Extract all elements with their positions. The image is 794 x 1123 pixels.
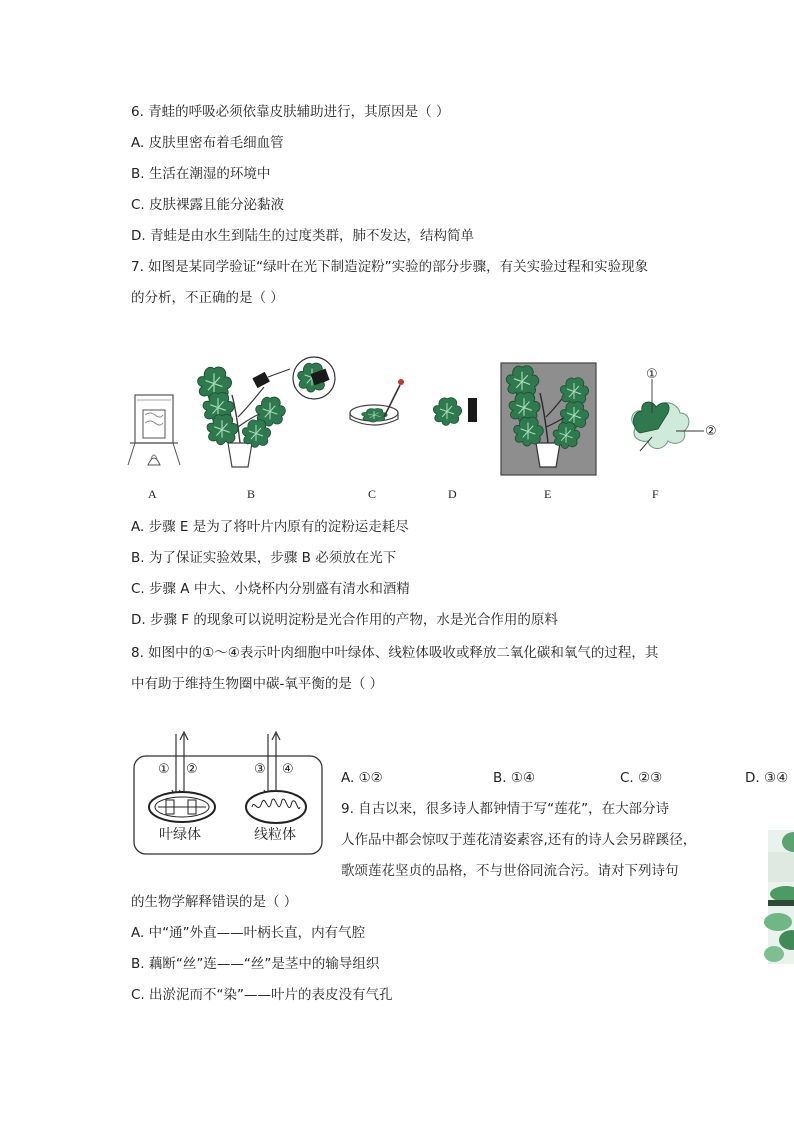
q7-callout-2: ② <box>705 424 717 439</box>
lotus-photo <box>768 830 794 964</box>
q7-callout-1: ① <box>646 367 658 382</box>
q7-option-a: A. 步骤 E 是为了将叶片内原有的淀粉运走耗尽 <box>131 519 409 535</box>
q7-stem-line2: 的分析，不正确的是（ ） <box>131 290 284 306</box>
q7-label-f: F <box>652 487 659 501</box>
step-d-leaf <box>433 398 477 426</box>
q8-arrow-label-4: ④ <box>282 762 294 777</box>
q7-label-d: D <box>448 487 457 501</box>
q8-option-b: B. ①④ <box>493 770 536 786</box>
q6-option-d: D. 青蛙是由水生到陆生的过度类群，肺不发达，结构简单 <box>131 228 474 244</box>
q8-label-mitochondrion: 线粒体 <box>254 827 296 843</box>
q7-stem-line1: 7. 如图是某同学验证“绿叶在光下制造淀粉”实验的部分步骤，有关实验过程和实验现象 <box>131 259 649 275</box>
q6-option-b: B. 生活在潮湿的环境中 <box>131 166 271 182</box>
q9-option-c: C. 出淤泥而不“染”——叶片的表皮没有气孔 <box>131 987 393 1003</box>
q6-option-a: A. 皮肤里密布着毛细血管 <box>131 135 284 151</box>
q9-stem-line2: 人作品中都会惊叹于莲花清姿素容,还有的诗人会另辟蹊径， <box>341 832 697 848</box>
q6-stem: 6. 青蛙的呼吸必须依靠皮肤辅助进行，其原因是（ ） <box>131 104 450 120</box>
q9-stem-line4: 的生物学解释错误的是（ ） <box>131 894 298 910</box>
q6-option-c: C. 皮肤裸露且能分泌黏液 <box>131 197 285 213</box>
q9-option-a: A. 中“通”外直——叶柄长直，内有气腔 <box>131 925 366 941</box>
q8-option-d: D. ③④ <box>745 770 789 786</box>
q9-option-b: B. 藕断“丝”连——“丝”是茎中的输导组织 <box>131 956 380 972</box>
q9-stem-line1: 9. 自古以来，很多诗人都钟情于写“莲花”，在大部分诗 <box>341 801 670 817</box>
q8-option-a: A. ①② <box>341 770 383 786</box>
q8-stem-line1: 8. 如图中的①～④表示叶肉细胞中叶绿体、线粒体吸收或释放二氧化碳和氧气的过程，其 <box>131 645 659 661</box>
q7-option-b: B. 为了保证实验效果，步骤 B 必须放在光下 <box>131 550 397 566</box>
q7-figure <box>0 355 794 515</box>
q8-option-c: C. ②③ <box>620 770 663 786</box>
step-c-petri-dish <box>350 379 404 425</box>
q8-stem-line2: 中有助于维持生物圈中碳-氧平衡的是（ ） <box>131 676 384 692</box>
q7-label-b: B <box>247 487 256 501</box>
q8-arrow-label-1: ① <box>158 762 170 777</box>
step-f-stained-leaf <box>632 379 704 451</box>
q7-label-e: E <box>544 487 552 501</box>
step-a-beaker-setup <box>128 395 180 465</box>
q7-option-d: D. 步骤 F 的现象可以说明淀粉是光合作用的产物，水是光合作用的原料 <box>131 612 558 628</box>
step-e-dark-box <box>501 363 596 475</box>
q8-arrow-label-2: ② <box>186 762 198 777</box>
step-b-plant <box>198 357 335 467</box>
q8-label-chloroplast: 叶绿体 <box>159 827 201 843</box>
q7-option-c: C. 步骤 A 中大、小烧杯内分别盛有清水和酒精 <box>131 581 410 597</box>
q7-label-c: C <box>368 487 377 501</box>
q8-arrow-label-3: ③ <box>254 762 266 777</box>
q7-label-a: A <box>148 487 157 501</box>
q9-stem-line3: 歌颂莲花坚贞的品格，不与世俗同流合污。请对下列诗句 <box>341 863 679 879</box>
